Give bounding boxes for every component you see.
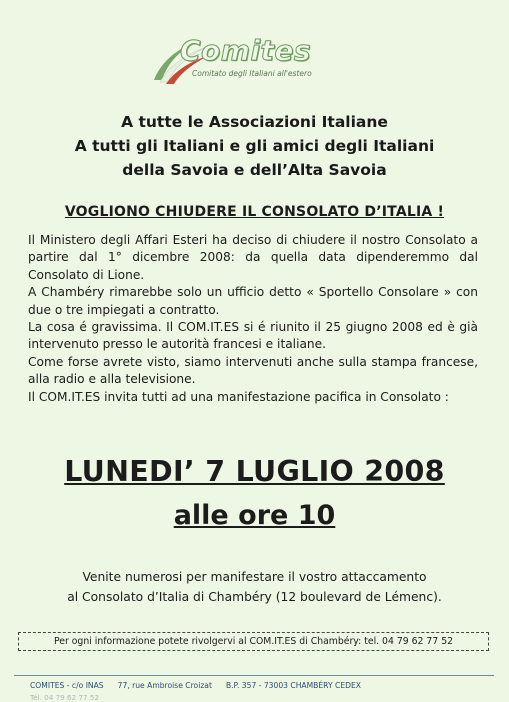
heading-line-3: della Savoia e dell’Alta Savoia (122, 161, 387, 179)
invitation-text (0, 567, 509, 607)
comites-logo (150, 28, 350, 88)
footer-contact: Tél. 04 79 62 77 52 (30, 693, 100, 702)
body-paragraph: Il COM.IT.ES invita tutti ad una manifestazione pacifica in Consolato : (28, 389, 449, 404)
body-paragraph: A Chambéry rimarebbe solo un ufficio detto « Sportello Consolare » con due o tre impiegati a contratto. (28, 285, 478, 317)
invitation-line: al Consolato d’Italia di Chambéry (12 boulevard de Lémenc). (67, 590, 442, 604)
footer-divider (14, 675, 494, 676)
main-title: VOGLIONO CHIUDERE IL CONSOLATO D’ITALIA ! (64, 204, 445, 220)
footer-address: 77, rue Ambroise Croizat (117, 681, 212, 690)
heading-line-2: A tutti gli Italiani e gli amici degli Italiani (74, 137, 435, 155)
logo-tagline: Comitato degli Italiani all'estero (192, 69, 312, 78)
body-text (28, 232, 478, 406)
invitation-line: Venite numerosi per manifestare il vostro attaccamento (82, 570, 427, 584)
event-date: LUNEDI’ 7 LUGLIO 2008 (64, 455, 445, 488)
body-paragraph: Il Ministero degli Affari Esteri ha deciso di chiudere il nostro Consolato a partire dal 1° dicembre 2008: da quella data dipenderemmo dal Consolato di Lione. (28, 233, 478, 282)
info-box: Per ogni informazione potete rivolgervi al COM.IT.ES di Chambéry: tel. 04 79 62 77 52 (18, 632, 489, 651)
body-paragraph: Come forse avrete visto, siamo intervenuti anche sulla stampa francese, alla radio e alla televisione. (28, 354, 478, 387)
event-time: alle ore 10 (173, 500, 336, 531)
heading-line-1: A tutte le Associazioni Italiane (121, 113, 388, 131)
footer (30, 681, 500, 690)
footer-bp: B.P. 357 - 73003 CHAMBÉRY CEDEX (225, 681, 361, 690)
logo-wordmark: Comites (180, 34, 312, 67)
body-paragraph: La cosa é gravissima. Il COM.IT.ES si é riunito il 25 giugno 2008 ed è già intervenuto presso le autorità francesi e italiane. (28, 320, 478, 352)
footer-org: COMITES - c/o INAS (30, 681, 104, 690)
